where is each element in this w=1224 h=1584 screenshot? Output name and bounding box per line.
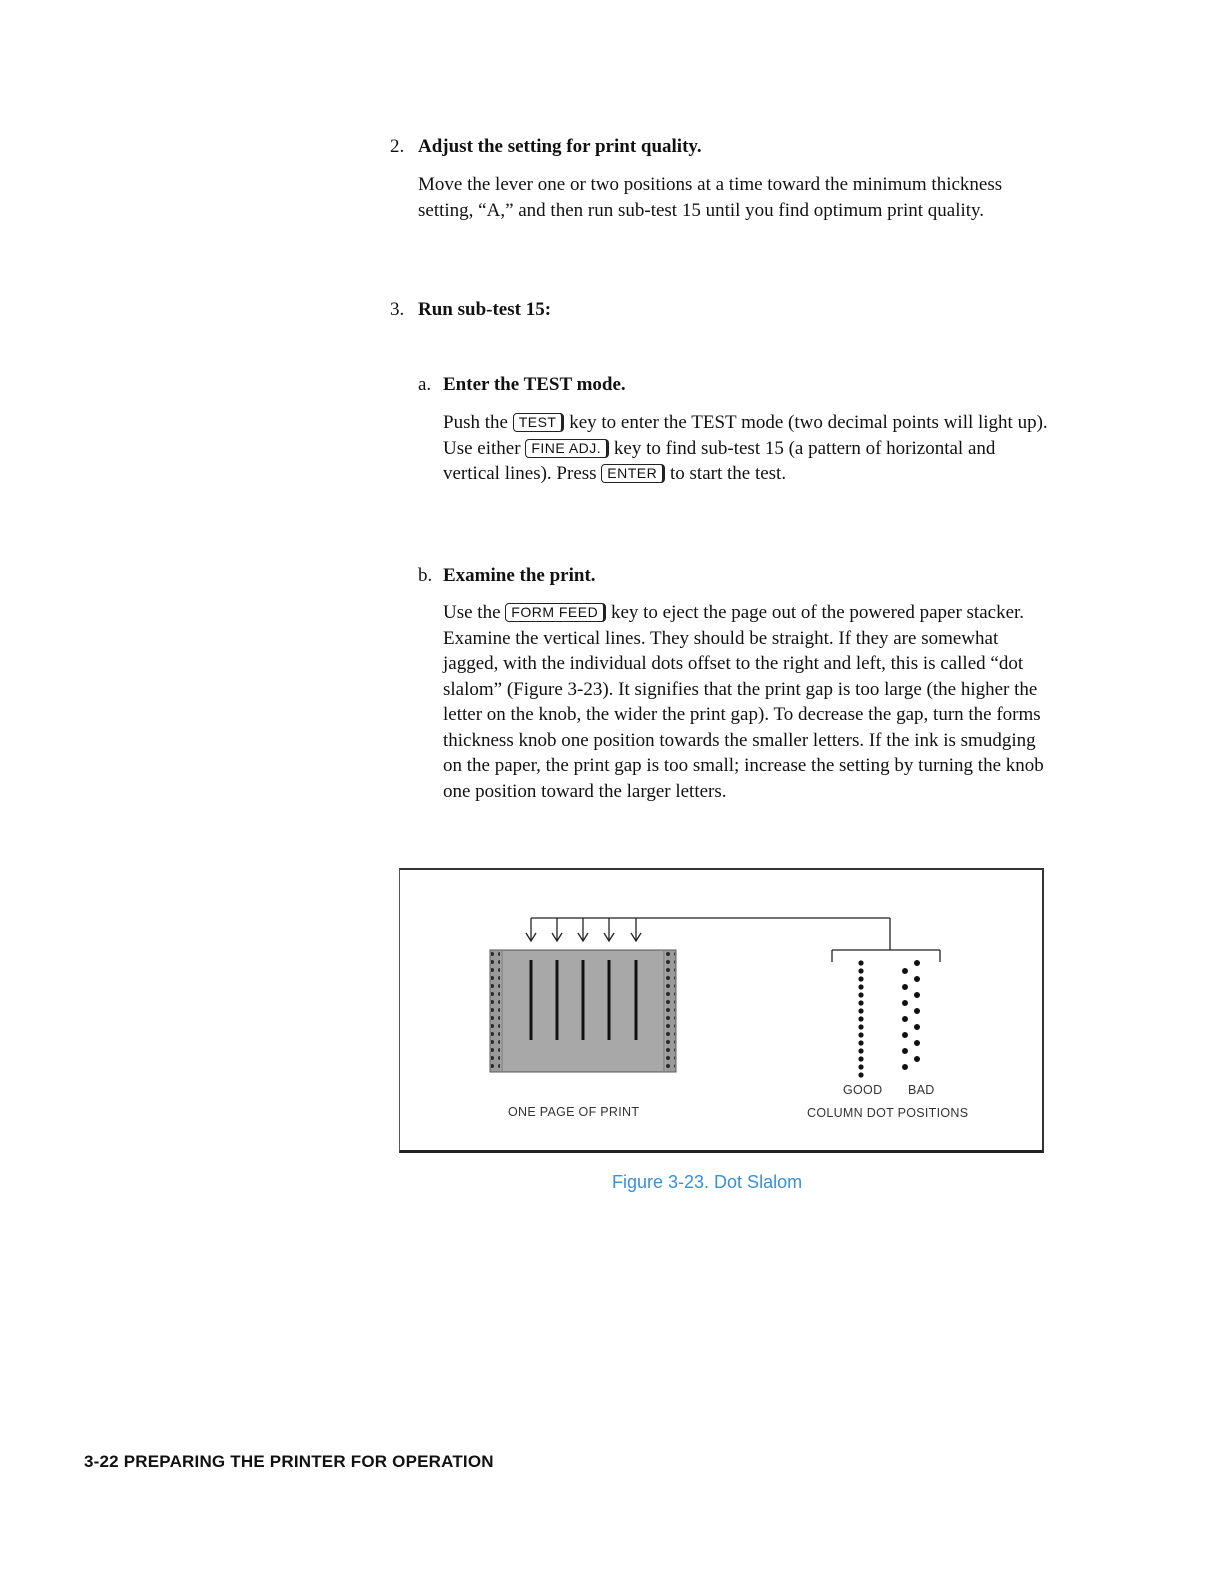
- step-2-body: [418, 172, 1038, 223]
- test-key: TEST: [513, 413, 565, 432]
- bad-dot-column: [902, 960, 920, 1070]
- step-3-number: 3.: [390, 299, 405, 320]
- step-3b-title: Examine the print.: [443, 565, 596, 586]
- enter-key: ENTER: [601, 464, 665, 483]
- step-3a-text-3: key to find sub-test 15 (a pattern of horizontal and vertical lines). Press: [443, 437, 996, 484]
- print-page: [490, 950, 676, 1072]
- step-3b-body: [443, 600, 1055, 804]
- column-dot-positions-label: COLUMN DOT POSITIONS: [807, 1106, 969, 1120]
- step-3-title: Run sub-test 15:: [418, 299, 552, 320]
- form-feed-key: FORM FEED: [505, 603, 606, 622]
- bad-label: BAD: [908, 1083, 935, 1097]
- good-dot-column: [858, 960, 863, 1077]
- step-3a-text-1: Push the: [443, 412, 508, 433]
- step-3b-letter: b.: [418, 565, 433, 586]
- step-3a-title: Enter the TEST mode.: [443, 374, 626, 395]
- step-2-paragraph: Move the lever one or two positions at a time toward the minimum thickness setting, “A,” and then run sub-test 15 until you find optimum print quality.: [418, 174, 1003, 221]
- good-label: GOOD: [843, 1083, 883, 1097]
- step-3b-text-2: key to eject the page out of the powered paper stacker. Examine the vertical lines. They should be straight. If they are somewhat jagged, with the individual dots offset to the right and left, this is called “dot slalom” (Figure 3-23). It signifies that the print gap is too large (the higher the letter on the knob, the wider the print gap). To decrease the gap, turn the forms thickness knob one position towards the smaller letters. If the ink is smudging on the paper, the print gap is too small; increase the setting by turning the knob one position toward the larger letters.: [443, 602, 1044, 802]
- step-3a-body: [443, 410, 1055, 487]
- step-3a-text-2: key to enter the TEST mode (two decimal points will light up). Use either: [443, 412, 1048, 459]
- step-2-number: 2.: [390, 136, 405, 157]
- one-page-of-print-label: ONE PAGE OF PRINT: [508, 1105, 640, 1119]
- step-3b-text-1: Use the: [443, 602, 501, 623]
- arrow-icon: [526, 918, 641, 941]
- fine-adj-key: FINE ADJ.: [525, 439, 609, 458]
- step-3a-text-4: to start the test.: [670, 463, 787, 484]
- page-footer: 3-22 PREPARING THE PRINTER FOR OPERATION: [84, 1452, 494, 1471]
- figure-caption: Figure 3-23. Dot Slalom: [612, 1172, 803, 1192]
- step-2-title: Adjust the setting for print quality.: [418, 136, 702, 157]
- step-3a-letter: a.: [418, 374, 432, 395]
